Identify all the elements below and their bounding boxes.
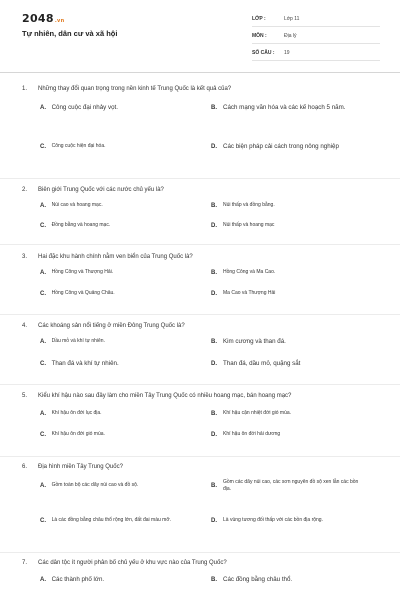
option-text: Là các đồng bằng châu thổ rộng lớn, đất đai màu mỡ.	[51, 517, 171, 524]
option-text: Khí hậu ôn đới lục địa.	[51, 410, 102, 417]
answer-option[interactable]	[40, 338, 175, 345]
option-text: Khí hậu cận nhiệt đới gió mùa.	[223, 410, 292, 417]
question-number: 2.	[22, 187, 28, 193]
option-letter: A.	[40, 483, 46, 489]
answer-option[interactable]	[40, 360, 175, 369]
question-text: Địa hình miền Tây Trung Quốc?	[38, 464, 123, 470]
option-letter: A.	[40, 270, 46, 276]
option-text: Hồng Công và Ma Cao.	[223, 269, 276, 276]
question-text: Các dân tộc ít người phân bố chủ yếu ở khu vực nào của Trung Quốc?	[38, 560, 227, 566]
option-letter: C.	[40, 518, 46, 524]
option-letter: D.	[211, 360, 217, 367]
question-separator	[0, 456, 400, 457]
option-letter: B.	[211, 104, 217, 111]
option-text: Núi thấp và hoang mạc	[223, 222, 275, 229]
meta-grade: LỚP : Lớp 11	[252, 10, 380, 27]
answer-option[interactable]	[40, 104, 175, 113]
option-letter: D.	[211, 223, 217, 229]
option-text: Các đồng bằng châu thổ.	[223, 575, 293, 583]
answer-option[interactable]	[211, 269, 366, 276]
answer-option[interactable]	[211, 290, 366, 297]
option-text: Gồm các dãy núi cao, các sơn nguyên đồ sộ xen lẫn các bồn địa.	[223, 478, 359, 492]
option-letter: C.	[40, 291, 46, 297]
option-letter: B.	[211, 483, 217, 489]
option-text: Công cuộc đại nhảy vọt.	[51, 103, 118, 111]
option-text: Là vùng tương đối thấp với các bồn địa rộng.	[223, 517, 323, 524]
question-number: 6.	[22, 464, 28, 470]
option-text: Dầu mỏ và khí tự nhiên.	[51, 338, 105, 345]
answer-option[interactable]	[40, 143, 175, 150]
option-letter: B.	[211, 411, 217, 417]
question-text: Kiểu khí hậu nào sau đây làm cho miền Tây Trung Quốc có nhiều hoang mạc, bán hoang mạc?	[38, 393, 292, 399]
question-number: 4.	[22, 323, 28, 329]
option-text: Núi cao và hoang mạc.	[51, 202, 103, 209]
option-letter: B.	[211, 270, 217, 276]
question-text: Biên giới Trung Quốc với các nước chủ yếu là?	[38, 187, 164, 193]
answer-option[interactable]	[211, 517, 366, 524]
option-text: Đồng bằng và hoang mạc.	[51, 222, 111, 229]
option-text: Núi thấp và đồng bằng.	[223, 202, 275, 209]
option-letter: A.	[40, 104, 46, 111]
option-letter: D.	[211, 291, 217, 297]
option-text: Khí hậu ôn đới hải dương	[223, 431, 281, 438]
answer-option[interactable]	[40, 517, 175, 524]
answer-option[interactable]	[211, 222, 366, 229]
option-text: Các thành phố lớn.	[51, 575, 105, 583]
meta-question-count: SỐ CÂU : 19	[252, 44, 380, 61]
question-number: 7.	[22, 560, 28, 566]
answer-option[interactable]	[40, 202, 175, 209]
meta-subject: MÔN : Địa lý	[252, 27, 380, 44]
answer-option[interactable]	[40, 482, 175, 489]
question-number: 1.	[22, 86, 28, 92]
option-letter: B.	[211, 576, 217, 583]
option-letter: C.	[40, 432, 46, 438]
option-letter: A.	[40, 576, 46, 583]
option-letter: D.	[211, 518, 217, 524]
option-letter: C.	[40, 144, 46, 150]
subject-title: Tự nhiên, dân cư và xã hội	[22, 29, 118, 38]
answer-option[interactable]	[211, 202, 366, 209]
answer-option[interactable]	[211, 431, 366, 438]
option-text: Ma Cao và Thượng Hải	[223, 290, 276, 297]
option-letter: B.	[211, 203, 217, 209]
option-text: Than đá, dầu mỏ, quặng sắt	[223, 359, 301, 367]
answer-option[interactable]	[211, 410, 366, 417]
answer-option[interactable]	[40, 290, 175, 297]
page-header	[0, 0, 400, 70]
question-separator	[0, 244, 400, 245]
answer-option[interactable]	[40, 431, 175, 438]
question-separator	[0, 384, 400, 385]
answer-option[interactable]	[211, 104, 366, 113]
option-letter: D.	[211, 432, 217, 438]
answer-option[interactable]	[40, 222, 175, 229]
question-number: 5.	[22, 393, 28, 399]
question-separator	[0, 178, 400, 179]
option-text: Khí hậu ôn đới gió mùa.	[51, 431, 105, 438]
answer-option[interactable]	[211, 360, 366, 369]
answer-option[interactable]	[211, 338, 366, 347]
header-divider	[0, 72, 400, 73]
option-letter: D.	[211, 143, 217, 150]
option-text: Hồng Công và Quảng Châu.	[51, 290, 115, 297]
option-letter: A.	[40, 411, 46, 417]
answer-option[interactable]	[40, 576, 175, 585]
question-separator	[0, 314, 400, 315]
answer-option[interactable]	[40, 269, 175, 276]
option-letter: A.	[40, 203, 46, 209]
option-letter: C.	[40, 223, 46, 229]
option-text: Các biện pháp cải cách trong nông nghiệp	[223, 142, 339, 150]
meta-panel	[252, 10, 380, 61]
site-logo[interactable]: 2048.vn	[22, 12, 65, 25]
question-text: Các khoáng sản nổi tiếng ở miền Đông Trung Quốc là?	[38, 323, 185, 329]
option-letter: A.	[40, 339, 46, 345]
answer-option[interactable]	[211, 576, 366, 585]
option-text: Gồm toàn bộ các dãy núi cao và đồ sộ.	[51, 482, 139, 489]
option-text: Cách mạng văn hóa và các kế hoạch 5 năm.	[223, 103, 346, 111]
question-number: 3.	[22, 254, 28, 260]
option-text: Hồng Công và Thượng Hải.	[51, 269, 114, 276]
answer-option[interactable]	[211, 479, 366, 494]
question-text: Những thay đổi quan trọng trong nền kinh tế Trung Quốc là kết quả của?	[38, 86, 232, 92]
option-text: Công cuộc hiện đại hóa.	[51, 143, 106, 150]
question-text: Hai đặc khu hành chính nằm ven biển của Trung Quốc là?	[38, 254, 193, 260]
option-letter: B.	[211, 338, 217, 345]
option-letter: C.	[40, 360, 46, 367]
option-text: Kim cương và than đá.	[223, 337, 286, 345]
answer-option[interactable]	[40, 410, 175, 417]
answer-option[interactable]	[211, 143, 366, 152]
option-text: Than đá và khí tự nhiên.	[51, 359, 119, 367]
question-separator	[0, 552, 400, 553]
